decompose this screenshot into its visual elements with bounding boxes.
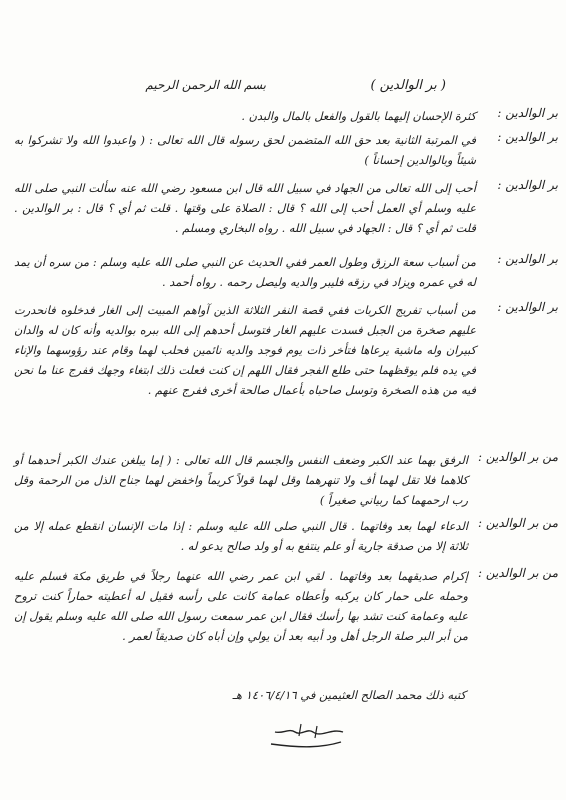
section-3 xyxy=(14,178,558,250)
section-6 xyxy=(14,450,558,518)
section-7 xyxy=(14,516,558,566)
section-label: بر الوالدين : xyxy=(497,178,558,192)
section-label: من بر الوالدين : xyxy=(478,566,558,580)
basmala: بسم الله الرحمن الرحيم xyxy=(145,78,266,92)
section-label: بر الوالدين : xyxy=(497,106,558,120)
section-4 xyxy=(14,252,558,302)
section-text: من أسباب تفريج الكربات ففي قصة النفر الثلاثة الذين آواهم المبيت إلى الغار فدخلوه فانحدرت عليهم صخرة من الجبل فسدت عليهم الغار فتوسل أحدهم إلى الله ببره بوالديه وأنه كان له والدان كبيران وله ماشية يرعاها فتأخر ذات يوم فوجد والديه نائمين فحلب لهما وقام عند رؤوسهما والإناء في يده فلم يوقظهما حتى طلع الفجر فقال اللهم إن كنت فعلت ذلك ابتغاء وجهك ففرج عنا ما نحن فيه من هذه الصخرة وتوسل صاحباه بأعمال صالحة أخرى ففرج عنهم . xyxy=(14,303,476,397)
section-text: كثرة الإحسان إليهما بالقول والفعل بالمال والبدن . xyxy=(241,109,476,123)
section-text: في المرتبة الثانية بعد حق الله المتضمن لحق رسوله قال الله تعالى : ( واعبدوا الله ولا تشركوا به شيئاً وبالوالدين إحساناً ) xyxy=(14,133,476,167)
section-text: من أسباب سعة الرزق وطول العمر ففي الحديث عن النبي صلى الله عليه وسلم : من سره أن يمد له في عمره ويزاد في رزقه فليبر والديه وليصل رحمه . رواه أحمد . xyxy=(14,255,476,289)
handwritten-signature xyxy=(261,718,351,758)
section-2 xyxy=(14,130,558,178)
section-text: إكرام صديقهما بعد وفاتهما . لقي ابن عمر رضي الله عنهما رجلاً في طريق مكة فسلم عليه وحمله على حمار كان يركبه وأعطاه عمامة كانت على رأسه فقيل له أعطيته حماراً كنت تروح عليه وعمامة كنت تشد بها رأسك فقال ابن عمر سمعت رسول الله صلى الله عليه وسلم يقول إن من أبر البر صلة الرجل أهل ود أبيه بعد أن يولي وإن أباه كان صديقاً لعمر . xyxy=(14,569,468,643)
section-label: بر الوالدين : xyxy=(497,300,558,314)
date-signature-line: كتبه ذلك محمد الصالح العثيمين في ١٤٠٦/٤/١٦ هـ xyxy=(232,688,466,702)
section-text: الرفق بهما عند الكبر وضعف النفس والجسم قال الله تعالى : ( إما يبلغن عندك الكبر أحدهما أو كلاهما فلا تقل لهما أف ولا تنهرهما وقل لهما قولاً كريماً واخفض لهما جناح الذل من الرحمة وقل رب ارحمهما كما ربياني صغيراً ) xyxy=(14,453,468,507)
section-label: من بر الوالدين : xyxy=(478,516,558,530)
section-text: أحب إلى الله تعالى من الجهاد في سبيل الله قال ابن مسعود رضي الله عنه سألت النبي صلى الله عليه وسلم أي العمل أحب إلى الله ؟ قال : الصلاة على وقتها . قلت ثم أي ؟ قال : بر الوالدين . قلت ثم أي ؟ قال : الجهاد في سبيل الله . رواه البخاري ومسلم . xyxy=(14,181,476,235)
section-text: الدعاء لهما بعد وفاتهما . قال النبي صلى الله عليه وسلم : إذا مات الإنسان انقطع عمله إلا من ثلاثة إلا من صدقة جارية أو علم ينتفع به أو ولد صالح يدعو له . xyxy=(14,519,468,553)
section-label: بر الوالدين : xyxy=(497,130,558,144)
section-8 xyxy=(14,566,558,666)
page-title: ( بر الوالدين ) xyxy=(370,78,446,93)
section-1 xyxy=(14,106,558,128)
section-5 xyxy=(14,300,558,440)
section-label: بر الوالدين : xyxy=(497,252,558,266)
section-label: من بر الوالدين : xyxy=(478,450,558,464)
